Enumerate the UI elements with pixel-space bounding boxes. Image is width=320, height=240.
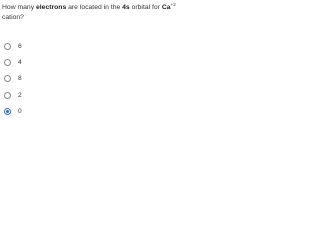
answer-option-label: 4 — [18, 58, 22, 66]
answer-options — [4, 38, 124, 119]
answer-option-1[interactable] — [4, 38, 124, 54]
question-bold-element: Ca — [161, 4, 171, 11]
question-part-2: are located in the — [66, 4, 123, 11]
answer-option-label: 0 — [18, 107, 22, 115]
answer-option-3[interactable] — [4, 71, 124, 87]
answer-option-label: 2 — [18, 91, 22, 99]
answer-option-label: 8 — [18, 75, 22, 83]
radio-button[interactable] — [4, 43, 11, 50]
question-part-1: How many — [2, 4, 36, 11]
answer-option-5[interactable] — [4, 103, 124, 119]
question-charge-superscript: +2 — [170, 2, 176, 7]
radio-button[interactable] — [4, 75, 11, 82]
radio-button[interactable] — [4, 92, 11, 99]
answer-option-2[interactable] — [4, 54, 124, 70]
question-text — [2, 3, 196, 23]
question-bold-orbital: 4s — [122, 4, 130, 11]
question-bold-electrons: electrons — [36, 4, 67, 11]
radio-button[interactable] — [4, 59, 11, 66]
answer-option-label: 6 — [18, 42, 22, 50]
radio-button-selected[interactable] — [4, 108, 11, 115]
question-part-3: orbital for — [129, 4, 162, 11]
question-part-4: cation? — [2, 14, 24, 21]
answer-option-4[interactable] — [4, 87, 124, 103]
